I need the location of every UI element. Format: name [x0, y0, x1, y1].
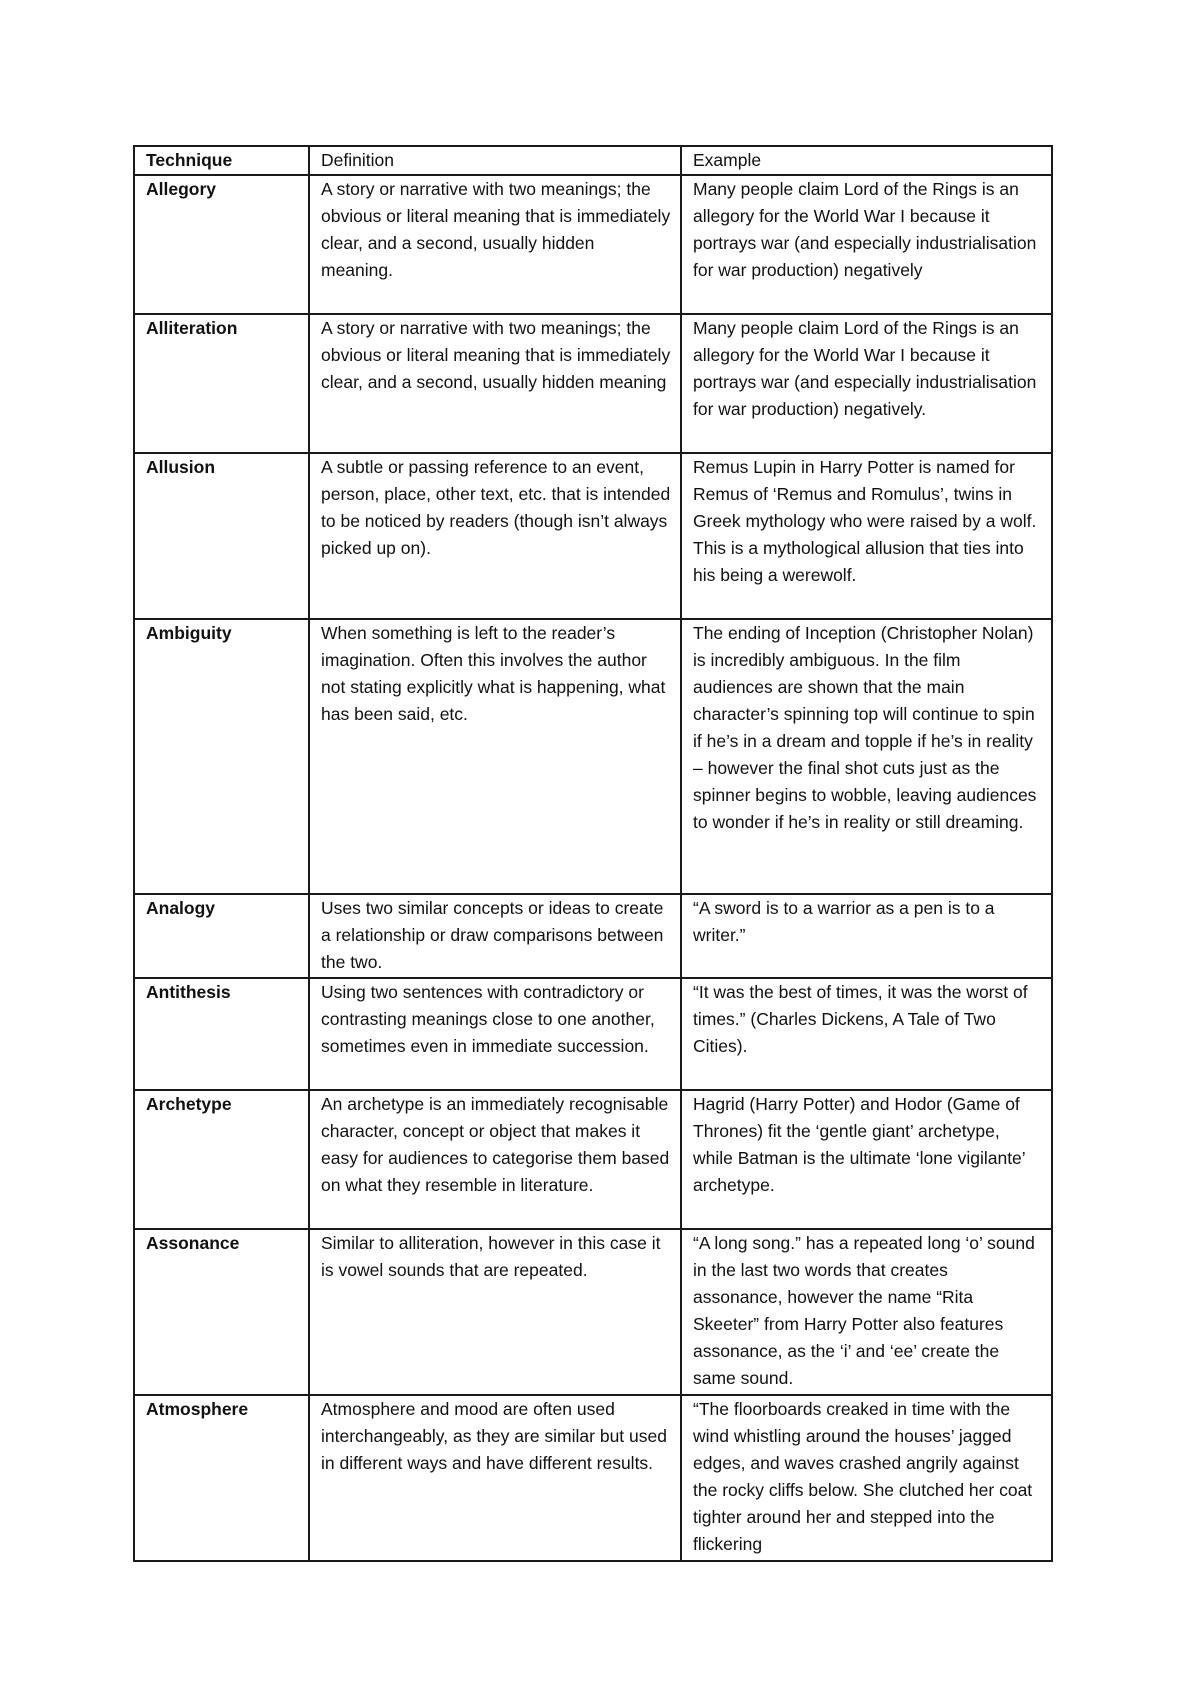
example-cell: Many people claim Lord of the Rings is an allegory for the World War I because it portrays war (and especially industrialisation for war production) negatively.: [681, 314, 1052, 453]
technique-cell: Allegory: [134, 175, 309, 314]
example-cell: “It was the best of times, it was the worst of times.” (Charles Dickens, A Tale of Two Cities).: [681, 978, 1052, 1090]
example-cell: Hagrid (Harry Potter) and Hodor (Game of Thrones) fit the ‘gentle giant’ archetype, while Batman is the ultimate ‘lone vigilante’ archetype.: [681, 1090, 1052, 1229]
header-definition: Definition: [309, 146, 681, 175]
example-cell: “A long song.” has a repeated long ‘o’ sound in the last two words that creates assonance, however the name “Rita Skeeter” from Harry Potter also features assonance, as the ‘i’ and ‘ee’ create the same sound.: [681, 1229, 1052, 1395]
technique-cell: Allusion: [134, 453, 309, 619]
literary-techniques-table: [133, 145, 1053, 1562]
example-cell: The ending of Inception (Christopher Nolan) is incredibly ambiguous. In the film audiences are shown that the main character’s spinning top will continue to spin if he’s in a dream and topple if he’s in reality – however the final shot cuts just as the spinner begins to wobble, leaving audiences to wonder if he’s in reality or still dreaming.: [681, 619, 1052, 894]
table-row: [134, 978, 1052, 1090]
table-row: [134, 175, 1052, 314]
technique-cell: Archetype: [134, 1090, 309, 1229]
technique-cell: Assonance: [134, 1229, 309, 1395]
table-header: [134, 146, 1052, 175]
example-cell: “The floorboards creaked in time with the wind whistling around the houses’ jagged edges, and waves crashed angrily against the rocky cliffs below. She clutched her coat tighter around her and stepped into the flickering: [681, 1395, 1052, 1561]
table-row: [134, 314, 1052, 453]
example-cell: “A sword is to a warrior as a pen is to a writer.”: [681, 894, 1052, 978]
definition-cell: Similar to alliteration, however in this case it is vowel sounds that are repeated.: [309, 1229, 681, 1395]
header-example: Example: [681, 146, 1052, 175]
table-row: [134, 894, 1052, 978]
technique-cell: Analogy: [134, 894, 309, 978]
definition-cell: A subtle or passing reference to an event, person, place, other text, etc. that is intended to be noticed by readers (though isn’t always picked up on).: [309, 453, 681, 619]
example-cell: Many people claim Lord of the Rings is an allegory for the World War I because it portrays war (and especially industrialisation for war production) negatively: [681, 175, 1052, 314]
technique-cell: Atmosphere: [134, 1395, 309, 1561]
table-row: [134, 619, 1052, 894]
definition-cell: An archetype is an immediately recognisable character, concept or object that makes it easy for audiences to categorise them based on what they resemble in literature.: [309, 1090, 681, 1229]
technique-cell: Antithesis: [134, 978, 309, 1090]
definition-cell: When something is left to the reader’s imagination. Often this involves the author not stating explicitly what is happening, what has been said, etc.: [309, 619, 681, 894]
definition-cell: Uses two similar concepts or ideas to create a relationship or draw comparisons between the two.: [309, 894, 681, 978]
table-body: [134, 175, 1052, 1561]
header-row: [134, 146, 1052, 175]
example-cell: Remus Lupin in Harry Potter is named for Remus of ‘Remus and Romulus’, twins in Greek mythology who were raised by a wolf. This is a mythological allusion that ties into his being a werewolf.: [681, 453, 1052, 619]
definition-cell: Atmosphere and mood are often used interchangeably, as they are similar but used in different ways and have different results.: [309, 1395, 681, 1561]
definition-cell: A story or narrative with two meanings; the obvious or literal meaning that is immediately clear, and a second, usually hidden meaning.: [309, 175, 681, 314]
table-row: [134, 1090, 1052, 1229]
table-row: [134, 1229, 1052, 1395]
technique-cell: Alliteration: [134, 314, 309, 453]
definition-cell: Using two sentences with contradictory or contrasting meanings close to one another, sometimes even in immediate succession.: [309, 978, 681, 1090]
table-row: [134, 453, 1052, 619]
table-row: [134, 1395, 1052, 1561]
header-technique: Technique: [134, 146, 309, 175]
technique-cell: Ambiguity: [134, 619, 309, 894]
definition-cell: A story or narrative with two meanings; the obvious or literal meaning that is immediately clear, and a second, usually hidden meaning: [309, 314, 681, 453]
